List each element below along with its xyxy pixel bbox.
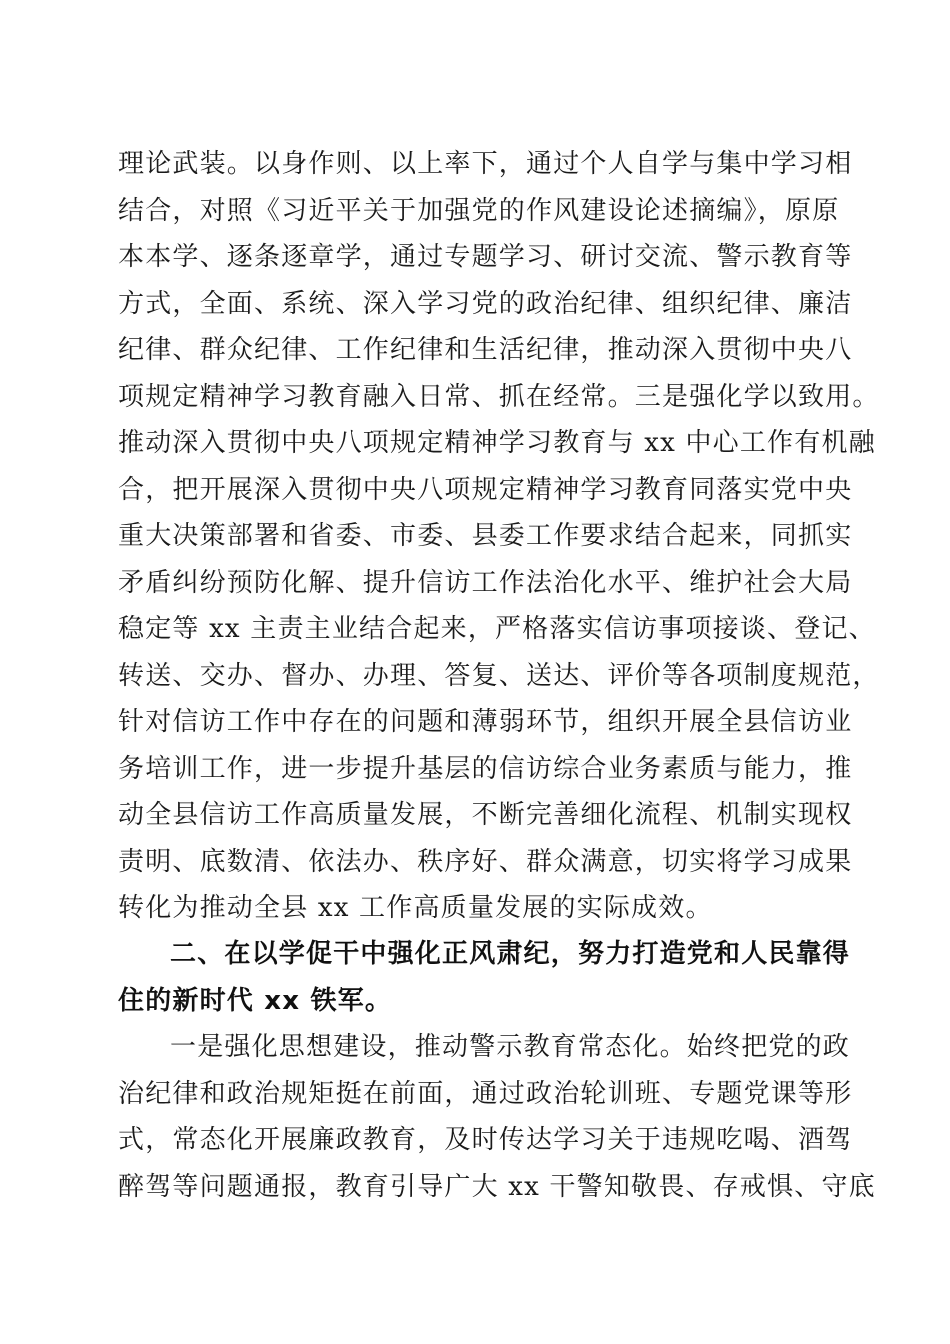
text-line: 务培训工作，进一步提升基层的信访综合业务素质与能力，推 bbox=[118, 753, 853, 784]
text-line: 转送、交办、督办、办理、答复、送达、评价等各项制度规范， bbox=[118, 660, 880, 691]
text-line: 动全县信访工作高质量发展，不断完善细化流程、机制实现权 bbox=[118, 800, 853, 830]
text-line: 本本学、逐条逐章学，通过专题学习、研讨交流、警示教育等 bbox=[118, 242, 853, 272]
text-line: 矛盾纠纷预防化解、提升信访工作法治化水平、维护社会大局 bbox=[118, 567, 853, 598]
text-line: 项规定精神学习教育融入日常、抓在经常。三是强化学以致用。 bbox=[118, 381, 880, 412]
text-line: 理论武装。以身作则、以上率下，通过个人自学与集中学习相 bbox=[118, 149, 853, 179]
text-line: 纪律、群众纪律、工作纪律和生活纪律，推动深入贯彻中央八 bbox=[118, 335, 853, 365]
text-line: 式，常态化开展廉政教育，及时传达学习关于违规吃喝、酒驾 bbox=[118, 1125, 853, 1155]
text-line: 针对信访工作中存在的问题和薄弱环节，组织开展全县信访业 bbox=[118, 707, 853, 737]
text-line: 方式，全面、系统、深入学习党的政治纪律、组织纪律、廉洁 bbox=[118, 288, 853, 319]
text-line: 转化为推动全县 xx 工作高质量发展的实际成效。 bbox=[118, 893, 713, 923]
text-line: 一是强化思想建设，推动警示教育常态化。始终把党的政 bbox=[170, 1032, 851, 1062]
text-line: 推动深入贯彻中央八项规定精神学习教育与 xx 中心工作有机融 bbox=[118, 428, 876, 458]
text-line: 稳定等 xx 主责主业结合起来，严格落实信访事项接谈、登记、 bbox=[118, 614, 876, 644]
text-line: 治纪律和政治规矩挺在前面，通过政治轮训班、专题党课等形 bbox=[118, 1078, 853, 1109]
text-line: 结合，对照《习近平关于加强党的作风建设论述摘编》，原原 bbox=[118, 195, 840, 226]
text-line: 责明、底数清、依法办、秩序好、群众满意，切实将学习成果 bbox=[118, 846, 853, 877]
text-line: 醉驾等问题通报，教育引导广大 xx 干警知敬畏、存戒惧、守底 bbox=[118, 1171, 876, 1202]
text-line: 重大决策部署和省委、市委、县委工作要求结合起来，同抓实 bbox=[118, 521, 853, 551]
text-line: 合，把开展深入贯彻中央八项规定精神学习教育同落实党中央 bbox=[118, 474, 853, 505]
heading-line: 住的新时代 xx 铁军。 bbox=[118, 985, 393, 1016]
heading-line: 二、在以学促干中强化正风肃纪，努力打造党和人民靠得 bbox=[170, 939, 851, 969]
